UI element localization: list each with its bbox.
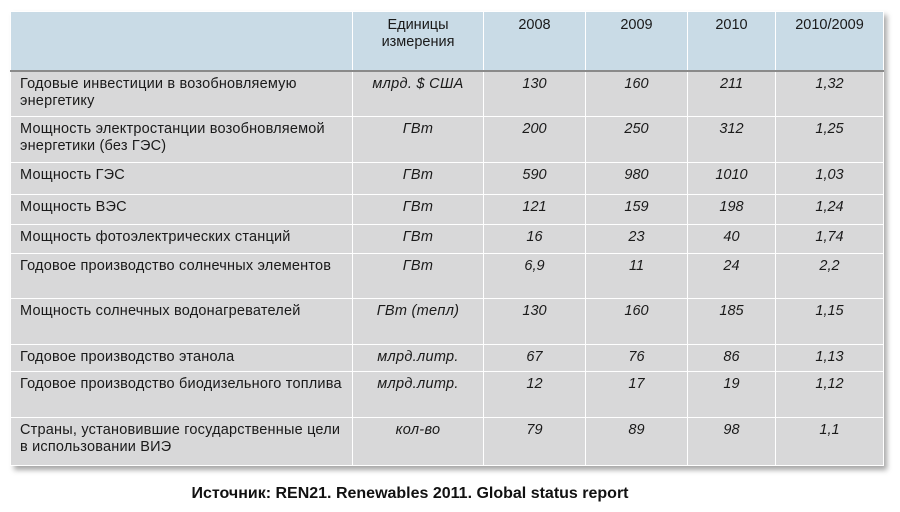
table-row <box>11 345 884 372</box>
row-unit: млрд. $ США <box>353 71 484 117</box>
table-row <box>11 254 884 299</box>
row-2009: 76 <box>586 345 688 372</box>
row-2008: 67 <box>484 345 586 372</box>
row-ratio: 1,12 <box>776 372 884 418</box>
header-2008: 2008 <box>484 12 586 71</box>
row-2010: 24 <box>688 254 776 299</box>
row-2010: 185 <box>688 299 776 345</box>
table-row <box>11 71 884 117</box>
row-name: Годовое производство солнечных элементов <box>11 254 353 299</box>
row-2008: 130 <box>484 299 586 345</box>
header-2009: 2009 <box>586 12 688 71</box>
row-2010: 211 <box>688 71 776 117</box>
header-name <box>11 12 353 71</box>
row-2009: 17 <box>586 372 688 418</box>
row-2010: 40 <box>688 225 776 254</box>
row-2008: 130 <box>484 71 586 117</box>
row-name: Мощность солнечных водонагревателей <box>11 299 353 345</box>
table-row <box>11 195 884 225</box>
row-unit: ГВт <box>353 225 484 254</box>
row-2010: 1010 <box>688 163 776 195</box>
renewables-table <box>10 11 884 466</box>
source-caption: Источник: REN21. Renewables 2011. Global status report <box>191 485 629 502</box>
table-row <box>11 163 884 195</box>
row-unit: ГВт <box>353 117 484 163</box>
row-2010: 98 <box>688 418 776 466</box>
row-2010: 312 <box>688 117 776 163</box>
row-2009: 11 <box>586 254 688 299</box>
row-name: Годовые инвестиции в возобновляемую энергетику <box>11 71 353 117</box>
data-table-wrapper <box>10 11 883 466</box>
row-ratio: 1,13 <box>776 345 884 372</box>
table-row <box>11 117 884 163</box>
row-2009: 980 <box>586 163 688 195</box>
row-2010: 19 <box>688 372 776 418</box>
table-row <box>11 372 884 418</box>
row-name: Мощность ГЭС <box>11 163 353 195</box>
row-2008: 6,9 <box>484 254 586 299</box>
row-2008: 16 <box>484 225 586 254</box>
row-ratio: 1,32 <box>776 71 884 117</box>
table-row <box>11 299 884 345</box>
row-2009: 23 <box>586 225 688 254</box>
row-name: Мощность фотоэлектрических станций <box>11 225 353 254</box>
header-ratio: 2010/2009 <box>776 12 884 71</box>
row-2008: 12 <box>484 372 586 418</box>
row-2009: 250 <box>586 117 688 163</box>
row-unit: млрд.литр. <box>353 345 484 372</box>
row-name: Мощность ВЭС <box>11 195 353 225</box>
row-name: Страны, установившие государственные цели в использовании ВИЭ <box>11 418 353 466</box>
row-2009: 89 <box>586 418 688 466</box>
row-unit: ГВт (тепл) <box>353 299 484 345</box>
row-2008: 590 <box>484 163 586 195</box>
row-name: Годовое производство биодизельного топлива <box>11 372 353 418</box>
row-2010: 86 <box>688 345 776 372</box>
row-unit: ГВт <box>353 254 484 299</box>
row-2010: 198 <box>688 195 776 225</box>
row-unit: кол-во <box>353 418 484 466</box>
row-unit: ГВт <box>353 163 484 195</box>
row-name: Мощность электростанции возобновляемой энергетики (без ГЭС) <box>11 117 353 163</box>
header-unit: Единицы измерения <box>353 12 484 71</box>
row-ratio: 1,03 <box>776 163 884 195</box>
table-row <box>11 418 884 466</box>
header-2010: 2010 <box>688 12 776 71</box>
row-unit: ГВт <box>353 195 484 225</box>
row-2008: 79 <box>484 418 586 466</box>
row-2008: 200 <box>484 117 586 163</box>
row-ratio: 1,24 <box>776 195 884 225</box>
row-2009: 160 <box>586 299 688 345</box>
row-ratio: 1,25 <box>776 117 884 163</box>
row-ratio: 1,1 <box>776 418 884 466</box>
row-2009: 159 <box>586 195 688 225</box>
row-name: Годовое производство этанола <box>11 345 353 372</box>
row-ratio: 1,74 <box>776 225 884 254</box>
row-ratio: 1,15 <box>776 299 884 345</box>
header-row <box>11 12 884 71</box>
row-2008: 121 <box>484 195 586 225</box>
row-ratio: 2,2 <box>776 254 884 299</box>
row-unit: млрд.литр. <box>353 372 484 418</box>
table-row <box>11 225 884 254</box>
row-2009: 160 <box>586 71 688 117</box>
